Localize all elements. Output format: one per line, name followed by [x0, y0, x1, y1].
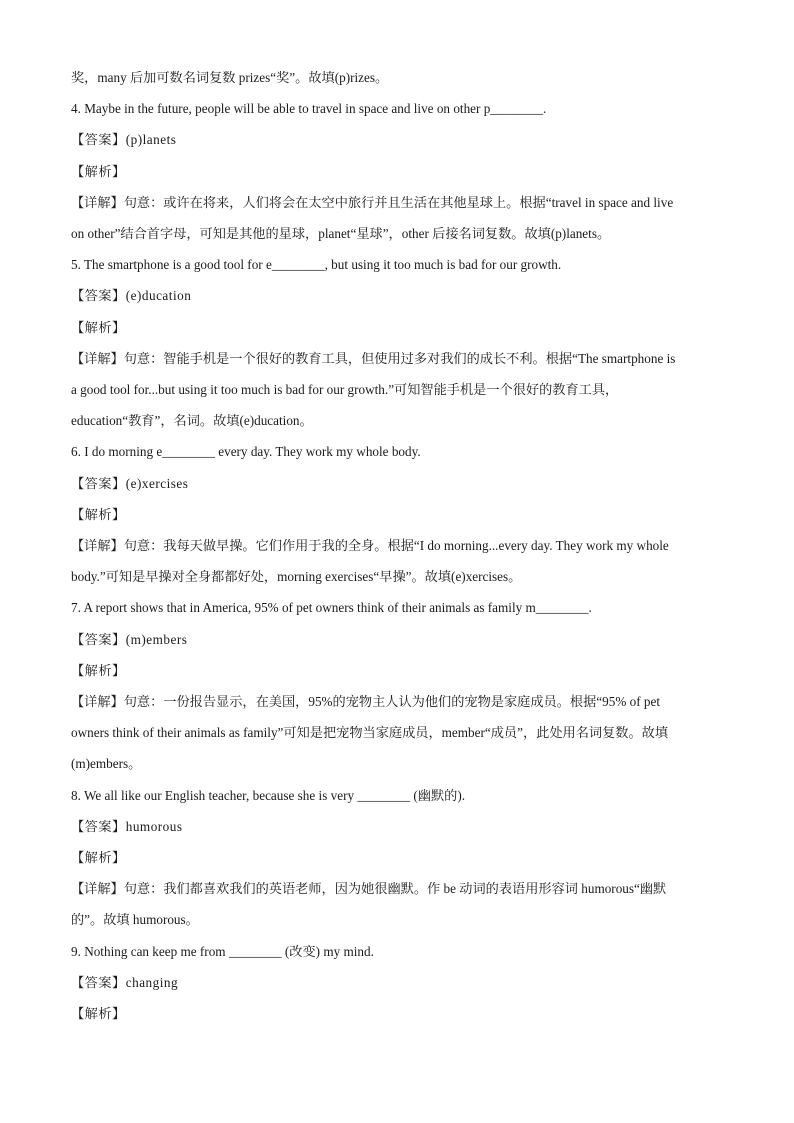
analysis-heading: 【解析】: [71, 506, 126, 522]
detail-line: 【详解】句意：一份报告显示，在美国，95%的宠物主人认为他们的宠物是家庭成员。根据“95% of pet: [71, 694, 661, 710]
detail-line: education“教育”，名词。故填(e)ducation。: [71, 413, 313, 429]
document-body: [71, 62, 721, 1029]
detail-line: 的”。故填 humorous。: [71, 912, 199, 928]
analysis-heading: 【解析】: [71, 1006, 126, 1022]
detail-line: 【详解】句意：或许在将来，人们将会在太空中旅行并且生活在其他星球上。根据“travel in space and live: [71, 194, 674, 210]
analysis-heading: 【解析】: [71, 163, 126, 179]
detail-line: 【详解】句意：智能手机是一个很好的教育工具，但使用过多对我们的成长不利。根据“The smartphone is: [71, 350, 676, 366]
question-line: 6. I do morning e________ every day. They work my whole body.: [71, 444, 421, 460]
detail-line: 【详解】句意：我每天做早操。它们作用于我的全身。根据“I do morning...every day. They work my whole: [71, 538, 669, 554]
text-line: 奖，many 后加可数名词复数 prizes“奖”。故填(p)rizes。: [71, 70, 389, 85]
detail-line: 【详解】句意：我们都喜欢我们的英语老师，因为她很幽默。作 be 动词的表语用形容词 humorous“幽默: [71, 881, 667, 897]
answer-line: 【答案】humorous: [71, 818, 183, 834]
analysis-heading: 【解析】: [71, 319, 126, 335]
detail-line: on other”结合首字母，可知是其他的星球，planet“星球”，other 后接名词复数。故填(p)lanets。: [71, 226, 611, 242]
question-line: 7. A report shows that in America, 95% of pet owners think of their animals as family m________.: [71, 600, 592, 616]
question-line: 5. The smartphone is a good tool for e________, but using it too much is bad for our growth.: [71, 257, 562, 273]
question-line: 9. Nothing can keep me from ________ (改变) my mind.: [71, 943, 374, 959]
detail-line: body.”可知是早操对全身都都好处，morning exercises“早操”。故填(e)xercises。: [71, 569, 522, 585]
detail-line: a good tool for...but using it too much is bad for our growth.”可知智能手机是一个很好的教育工具，: [71, 382, 619, 398]
analysis-heading: 【解析】: [71, 850, 126, 866]
analysis-heading: 【解析】: [71, 662, 126, 678]
answer-line: 【答案】(m)embers: [71, 631, 188, 647]
answer-line: 【答案】(p)lanets: [71, 132, 177, 148]
question-line: 4. Maybe in the future, people will be able to travel in space and live on other p________.: [71, 101, 547, 117]
answer-line: 【答案】changing: [71, 974, 179, 990]
detail-line: (m)embers。: [71, 756, 142, 772]
detail-line: owners think of their animals as family”可知是把宠物当家庭成员，member“成员”，此处用名词复数。故填: [71, 725, 669, 741]
question-line: 8. We all like our English teacher, because she is very ________ (幽默的).: [71, 787, 466, 803]
answer-line: 【答案】(e)xercises: [71, 475, 189, 491]
answer-line: 【答案】(e)ducation: [71, 288, 192, 304]
